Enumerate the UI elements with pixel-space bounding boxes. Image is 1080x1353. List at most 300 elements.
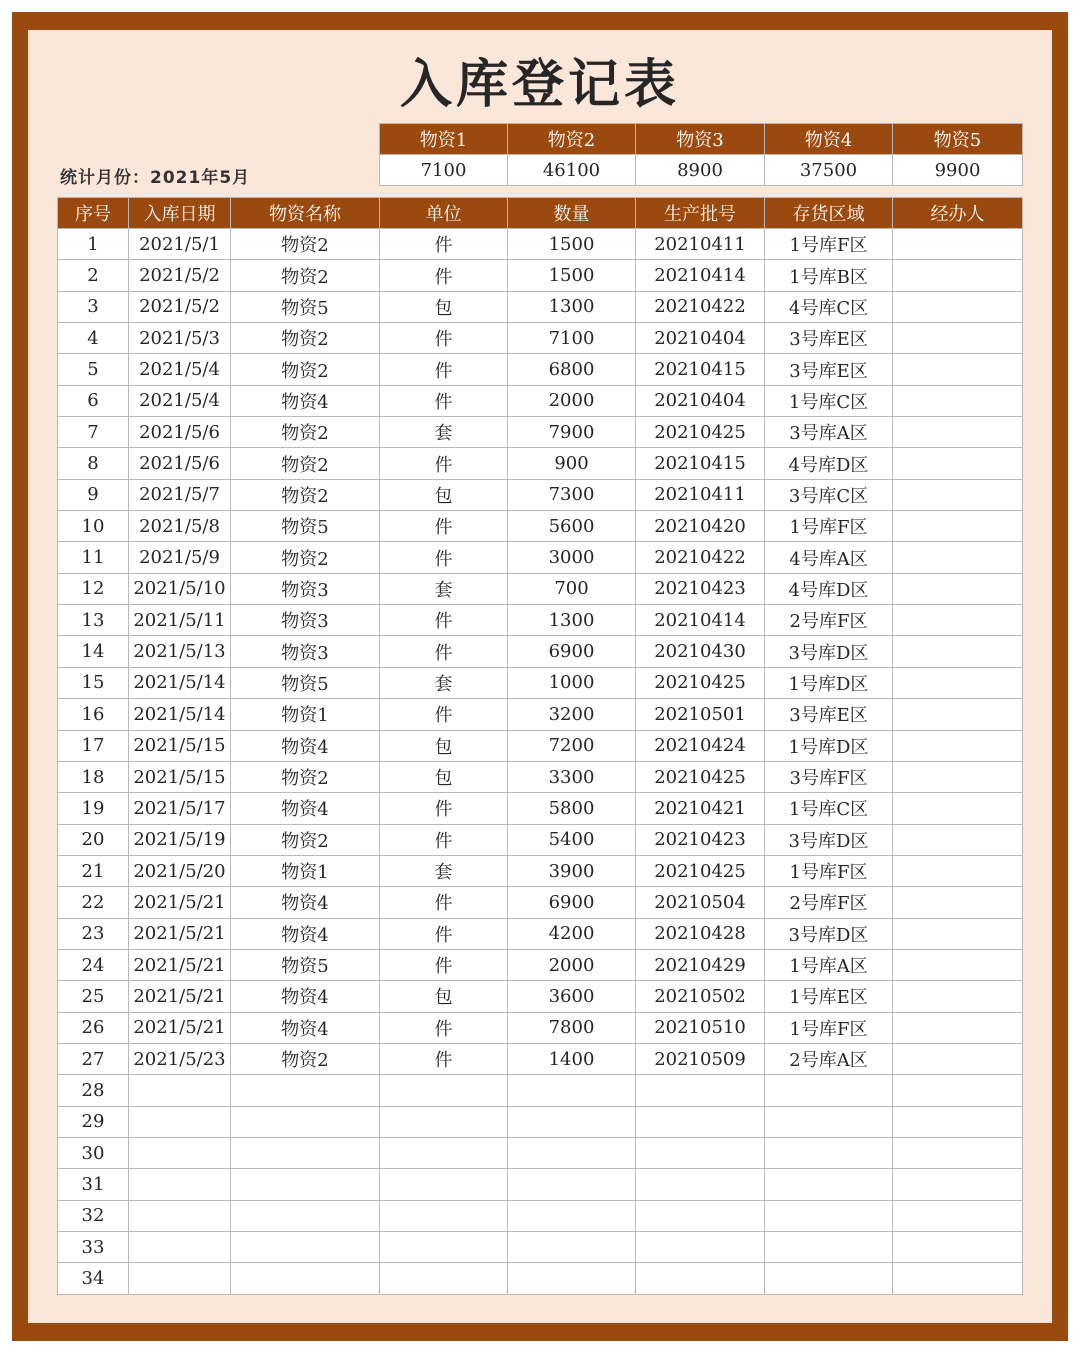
material-name-cell[interactable]: 物资4 [231,1012,380,1043]
handler-cell[interactable] [893,448,1023,479]
handler-cell[interactable] [893,1137,1023,1168]
storage-area-cell[interactable]: 3号库D区 [765,636,893,667]
column-header[interactable]: 生产批号 [636,198,765,229]
inbound-date-cell[interactable] [129,1106,231,1137]
handler-cell[interactable] [893,949,1023,980]
handler-cell[interactable] [893,1075,1023,1106]
material-name-cell[interactable] [231,1075,380,1106]
quantity-cell[interactable]: 900 [508,448,636,479]
row-number-cell[interactable]: 34 [58,1263,129,1294]
quantity-cell[interactable]: 7200 [508,730,636,761]
handler-cell[interactable] [893,260,1023,291]
unit-cell[interactable]: 件 [380,918,508,949]
unit-cell[interactable]: 件 [380,636,508,667]
unit-cell[interactable]: 件 [380,949,508,980]
storage-area-cell[interactable]: 3号库D区 [765,824,893,855]
handler-cell[interactable] [893,636,1023,667]
row-number-cell[interactable]: 3 [58,291,129,322]
row-number-cell[interactable]: 15 [58,667,129,698]
batch-number-cell[interactable]: 20210414 [636,605,765,636]
batch-number-cell[interactable]: 20210424 [636,730,765,761]
batch-number-cell[interactable]: 20210425 [636,667,765,698]
row-number-cell[interactable]: 19 [58,793,129,824]
handler-cell[interactable] [893,730,1023,761]
material-name-cell[interactable]: 物资2 [231,761,380,792]
quantity-cell[interactable]: 3200 [508,699,636,730]
column-header[interactable]: 存货区域 [765,198,893,229]
row-number-cell[interactable]: 6 [58,385,129,416]
unit-cell[interactable]: 套 [380,855,508,886]
quantity-cell[interactable] [508,1200,636,1231]
batch-number-cell[interactable]: 20210421 [636,793,765,824]
inbound-date-cell[interactable]: 2021/5/17 [129,793,231,824]
unit-cell[interactable]: 套 [380,417,508,448]
batch-number-cell[interactable]: 20210415 [636,354,765,385]
unit-cell[interactable]: 件 [380,260,508,291]
unit-cell[interactable] [380,1106,508,1137]
table-row [58,1043,1023,1074]
column-header[interactable]: 单位 [380,198,508,229]
batch-number-cell[interactable]: 20210411 [636,479,765,510]
row-number-cell[interactable]: 5 [58,354,129,385]
handler-cell[interactable] [893,918,1023,949]
column-header[interactable]: 序号 [58,198,129,229]
unit-cell[interactable]: 件 [380,1043,508,1074]
storage-area-cell[interactable]: 2号库F区 [765,887,893,918]
handler-cell[interactable] [893,1263,1023,1294]
table-row [58,479,1023,510]
handler-cell[interactable] [893,417,1023,448]
row-number-cell[interactable]: 25 [58,981,129,1012]
table-row [58,1169,1023,1200]
storage-area-cell[interactable]: 1号库A区 [765,949,893,980]
unit-cell[interactable]: 件 [380,511,508,542]
handler-cell[interactable] [893,511,1023,542]
column-header[interactable]: 经办人 [893,198,1023,229]
unit-cell[interactable] [380,1263,508,1294]
row-number-cell[interactable]: 20 [58,824,129,855]
material-name-cell[interactable]: 物资2 [231,229,380,260]
quantity-cell[interactable]: 3900 [508,855,636,886]
handler-cell[interactable] [893,291,1023,322]
material-name-cell[interactable] [231,1200,380,1231]
quantity-cell[interactable]: 6900 [508,636,636,667]
table-row [58,949,1023,980]
quantity-cell[interactable] [508,1106,636,1137]
handler-cell[interactable] [893,605,1023,636]
quantity-cell[interactable]: 1000 [508,667,636,698]
batch-number-cell[interactable] [636,1075,765,1106]
batch-number-cell[interactable]: 20210510 [636,1012,765,1043]
handler-cell[interactable] [893,323,1023,354]
inbound-date-cell[interactable]: 2021/5/3 [129,323,231,354]
batch-number-cell[interactable]: 20210422 [636,542,765,573]
quantity-cell[interactable]: 6800 [508,354,636,385]
material-name-cell[interactable]: 物资2 [231,354,380,385]
batch-number-cell[interactable]: 20210422 [636,291,765,322]
batch-number-cell[interactable]: 20210423 [636,824,765,855]
material-name-cell[interactable]: 物资2 [231,479,380,510]
storage-area-cell[interactable]: 4号库D区 [765,573,893,604]
handler-cell[interactable] [893,981,1023,1012]
handler-cell[interactable] [893,385,1023,416]
inbound-date-cell[interactable]: 2021/5/9 [129,542,231,573]
unit-cell[interactable]: 件 [380,323,508,354]
handler-cell[interactable] [893,1169,1023,1200]
quantity-cell[interactable]: 1500 [508,229,636,260]
storage-area-cell[interactable]: 3号库E区 [765,323,893,354]
handler-cell[interactable] [893,1043,1023,1074]
inbound-date-cell[interactable]: 2021/5/21 [129,981,231,1012]
unit-cell[interactable]: 件 [380,887,508,918]
summary-value-cell[interactable]: 9900 [893,155,1023,186]
inbound-date-cell[interactable] [129,1232,231,1263]
unit-cell[interactable] [380,1200,508,1231]
inbound-date-cell[interactable]: 2021/5/10 [129,573,231,604]
quantity-cell[interactable]: 2000 [508,385,636,416]
unit-cell[interactable]: 件 [380,385,508,416]
handler-cell[interactable] [893,1106,1023,1137]
column-header[interactable]: 入库日期 [129,198,231,229]
quantity-cell[interactable]: 5400 [508,824,636,855]
batch-number-cell[interactable]: 20210425 [636,761,765,792]
unit-cell[interactable] [380,1232,508,1263]
quantity-cell[interactable]: 3300 [508,761,636,792]
material-name-cell[interactable]: 物资1 [231,699,380,730]
batch-number-cell[interactable]: 20210430 [636,636,765,667]
storage-area-cell[interactable]: 3号库F区 [765,761,893,792]
inbound-date-cell[interactable]: 2021/5/13 [129,636,231,667]
inbound-date-cell[interactable]: 2021/5/21 [129,1012,231,1043]
inbound-date-cell[interactable] [129,1075,231,1106]
handler-cell[interactable] [893,793,1023,824]
material-name-cell[interactable]: 物资5 [231,511,380,542]
row-number-cell[interactable]: 21 [58,855,129,886]
handler-cell[interactable] [893,667,1023,698]
storage-area-cell[interactable]: 1号库C区 [765,793,893,824]
storage-area-cell[interactable]: 1号库D区 [765,667,893,698]
batch-number-cell[interactable] [636,1106,765,1137]
inbound-date-cell[interactable]: 2021/5/14 [129,667,231,698]
storage-area-cell[interactable]: 3号库E区 [765,699,893,730]
material-name-cell[interactable]: 物资3 [231,636,380,667]
quantity-cell[interactable]: 700 [508,573,636,604]
material-name-cell[interactable] [231,1263,380,1294]
batch-number-cell[interactable]: 20210420 [636,511,765,542]
handler-cell[interactable] [893,855,1023,886]
handler-cell[interactable] [893,1012,1023,1043]
quantity-cell[interactable] [508,1075,636,1106]
material-name-cell[interactable]: 物资3 [231,605,380,636]
quantity-cell[interactable]: 4200 [508,918,636,949]
row-number-cell[interactable]: 17 [58,730,129,761]
unit-cell[interactable]: 包 [380,981,508,1012]
quantity-cell[interactable]: 7100 [508,323,636,354]
row-number-cell[interactable]: 30 [58,1137,129,1168]
storage-area-cell[interactable]: 3号库E区 [765,354,893,385]
handler-cell[interactable] [893,887,1023,918]
storage-area-cell[interactable]: 2号库F区 [765,605,893,636]
row-number-cell[interactable]: 13 [58,605,129,636]
row-number-cell[interactable]: 23 [58,918,129,949]
inbound-date-cell[interactable]: 2021/5/6 [129,448,231,479]
material-name-cell[interactable]: 物资2 [231,417,380,448]
storage-area-cell[interactable] [765,1169,893,1200]
summary-table [379,123,1023,186]
batch-number-cell[interactable]: 20210428 [636,918,765,949]
unit-cell[interactable]: 件 [380,229,508,260]
storage-area-cell[interactable]: 1号库F区 [765,511,893,542]
handler-cell[interactable] [893,573,1023,604]
quantity-cell[interactable]: 1300 [508,605,636,636]
column-header[interactable]: 数量 [508,198,636,229]
unit-cell[interactable]: 件 [380,793,508,824]
quantity-cell[interactable]: 2000 [508,949,636,980]
quantity-cell[interactable] [508,1137,636,1168]
storage-area-cell[interactable] [765,1106,893,1137]
inbound-date-cell[interactable]: 2021/5/21 [129,918,231,949]
storage-area-cell[interactable]: 1号库B区 [765,260,893,291]
unit-cell[interactable] [380,1169,508,1200]
storage-area-cell[interactable] [765,1075,893,1106]
quantity-cell[interactable]: 1500 [508,260,636,291]
handler-cell[interactable] [893,479,1023,510]
row-number-cell[interactable]: 27 [58,1043,129,1074]
batch-number-cell[interactable] [636,1200,765,1231]
row-number-cell[interactable]: 2 [58,260,129,291]
unit-cell[interactable]: 件 [380,542,508,573]
material-name-cell[interactable]: 物资2 [231,448,380,479]
unit-cell[interactable]: 包 [380,291,508,322]
batch-number-cell[interactable]: 20210415 [636,448,765,479]
material-name-cell[interactable]: 物资2 [231,542,380,573]
material-name-cell[interactable]: 物资4 [231,981,380,1012]
unit-cell[interactable]: 件 [380,605,508,636]
inbound-date-cell[interactable] [129,1137,231,1168]
storage-area-cell[interactable]: 1号库E区 [765,981,893,1012]
unit-cell[interactable] [380,1137,508,1168]
material-name-cell[interactable] [231,1169,380,1200]
handler-cell[interactable] [893,542,1023,573]
storage-area-cell[interactable]: 1号库F区 [765,229,893,260]
batch-number-cell[interactable] [636,1232,765,1263]
row-number-cell[interactable]: 29 [58,1106,129,1137]
inbound-date-cell[interactable]: 2021/5/11 [129,605,231,636]
material-name-cell[interactable]: 物资1 [231,855,380,886]
inbound-date-cell[interactable]: 2021/5/21 [129,887,231,918]
inbound-date-cell[interactable] [129,1263,231,1294]
unit-cell[interactable]: 套 [380,667,508,698]
storage-area-cell[interactable]: 4号库A区 [765,542,893,573]
material-name-cell[interactable] [231,1106,380,1137]
batch-number-cell[interactable]: 20210425 [636,417,765,448]
storage-area-cell[interactable]: 1号库F区 [765,1012,893,1043]
inbound-date-cell[interactable]: 2021/5/23 [129,1043,231,1074]
unit-cell[interactable] [380,1075,508,1106]
batch-number-cell[interactable]: 20210414 [636,260,765,291]
material-name-cell[interactable]: 物资4 [231,887,380,918]
inbound-date-cell[interactable]: 2021/5/15 [129,730,231,761]
handler-cell[interactable] [893,824,1023,855]
inbound-date-cell[interactable]: 2021/5/7 [129,479,231,510]
inbound-date-cell[interactable]: 2021/5/1 [129,229,231,260]
unit-cell[interactable]: 包 [380,761,508,792]
quantity-cell[interactable]: 3000 [508,542,636,573]
storage-area-cell[interactable] [765,1200,893,1231]
storage-area-cell[interactable]: 1号库D区 [765,730,893,761]
material-name-cell[interactable]: 物资3 [231,573,380,604]
inbound-register-table [57,197,1023,1295]
storage-area-cell[interactable]: 2号库A区 [765,1043,893,1074]
inbound-date-cell[interactable]: 2021/5/2 [129,291,231,322]
handler-cell[interactable] [893,229,1023,260]
row-number-cell[interactable]: 11 [58,542,129,573]
summary-value-cell[interactable]: 46100 [508,155,636,186]
material-name-cell[interactable]: 物资4 [231,793,380,824]
material-name-cell[interactable] [231,1137,380,1168]
inbound-date-cell[interactable]: 2021/5/6 [129,417,231,448]
quantity-cell[interactable]: 7800 [508,1012,636,1043]
material-name-cell[interactable]: 物资4 [231,385,380,416]
unit-cell[interactable]: 件 [380,448,508,479]
material-name-cell[interactable]: 物资5 [231,949,380,980]
storage-area-cell[interactable]: 1号库F区 [765,855,893,886]
batch-number-cell[interactable]: 20210423 [636,573,765,604]
storage-area-cell[interactable] [765,1137,893,1168]
inbound-date-cell[interactable] [129,1200,231,1231]
storage-area-cell[interactable]: 3号库D区 [765,918,893,949]
table-row [58,291,1023,322]
inbound-date-cell[interactable]: 2021/5/19 [129,824,231,855]
summary-value-cell[interactable]: 7100 [380,155,508,186]
quantity-cell[interactable]: 1300 [508,291,636,322]
row-number-cell[interactable]: 22 [58,887,129,918]
storage-area-cell[interactable]: 1号库C区 [765,385,893,416]
material-name-cell[interactable]: 物资4 [231,730,380,761]
handler-cell[interactable] [893,699,1023,730]
row-number-cell[interactable]: 9 [58,479,129,510]
handler-cell[interactable] [893,354,1023,385]
unit-cell[interactable]: 件 [380,1012,508,1043]
table-row [58,354,1023,385]
batch-number-cell[interactable]: 20210411 [636,229,765,260]
batch-number-cell[interactable]: 20210501 [636,699,765,730]
row-number-cell[interactable]: 4 [58,323,129,354]
batch-number-cell[interactable] [636,1137,765,1168]
inbound-date-cell[interactable]: 2021/5/15 [129,761,231,792]
material-name-cell[interactable] [231,1232,380,1263]
storage-area-cell[interactable]: 4号库C区 [765,291,893,322]
unit-cell[interactable]: 包 [380,730,508,761]
quantity-cell[interactable] [508,1232,636,1263]
batch-number-cell[interactable]: 20210429 [636,949,765,980]
row-number-cell[interactable]: 8 [58,448,129,479]
table-row [58,511,1023,542]
storage-area-cell[interactable] [765,1232,893,1263]
summary-value-row [380,155,1023,186]
inbound-date-cell[interactable]: 2021/5/4 [129,354,231,385]
material-name-cell[interactable]: 物资2 [231,824,380,855]
quantity-cell[interactable]: 3600 [508,981,636,1012]
batch-number-cell[interactable]: 20210509 [636,1043,765,1074]
inbound-date-cell[interactable]: 2021/5/8 [129,511,231,542]
storage-area-cell[interactable]: 3号库A区 [765,417,893,448]
storage-area-cell[interactable]: 4号库D区 [765,448,893,479]
row-number-cell[interactable]: 31 [58,1169,129,1200]
inbound-date-cell[interactable]: 2021/5/2 [129,260,231,291]
inbound-date-cell[interactable]: 2021/5/4 [129,385,231,416]
quantity-cell[interactable]: 5800 [508,793,636,824]
batch-number-cell[interactable] [636,1169,765,1200]
column-header[interactable]: 物资名称 [231,198,380,229]
row-number-cell[interactable]: 32 [58,1200,129,1231]
table-row [58,855,1023,886]
quantity-cell[interactable]: 1400 [508,1043,636,1074]
batch-number-cell[interactable]: 20210504 [636,887,765,918]
material-name-cell[interactable]: 物资4 [231,918,380,949]
table-row [58,730,1023,761]
unit-cell[interactable]: 件 [380,699,508,730]
summary-value-cell[interactable]: 37500 [765,155,893,186]
inbound-date-cell[interactable]: 2021/5/20 [129,855,231,886]
row-number-cell[interactable]: 1 [58,229,129,260]
handler-cell[interactable] [893,761,1023,792]
row-number-cell[interactable]: 24 [58,949,129,980]
material-name-cell[interactable]: 物资2 [231,1043,380,1074]
table-row [58,824,1023,855]
row-number-cell[interactable]: 12 [58,573,129,604]
row-number-cell[interactable]: 26 [58,1012,129,1043]
inbound-date-cell[interactable]: 2021/5/21 [129,949,231,980]
quantity-cell[interactable]: 7300 [508,479,636,510]
row-number-cell[interactable]: 7 [58,417,129,448]
quantity-cell[interactable]: 7900 [508,417,636,448]
batch-number-cell[interactable]: 20210404 [636,323,765,354]
handler-cell[interactable] [893,1200,1023,1231]
unit-cell[interactable]: 包 [380,479,508,510]
quantity-cell[interactable] [508,1169,636,1200]
row-number-cell[interactable]: 28 [58,1075,129,1106]
inbound-date-cell[interactable]: 2021/5/14 [129,699,231,730]
table-row [58,636,1023,667]
batch-number-cell[interactable]: 20210425 [636,855,765,886]
row-number-cell[interactable]: 33 [58,1232,129,1263]
handler-cell[interactable] [893,1232,1023,1263]
batch-number-cell[interactable]: 20210404 [636,385,765,416]
quantity-cell[interactable] [508,1263,636,1294]
material-name-cell[interactable]: 物资2 [231,260,380,291]
summary-value-cell[interactable]: 8900 [636,155,765,186]
row-number-cell[interactable]: 10 [58,511,129,542]
batch-number-cell[interactable]: 20210502 [636,981,765,1012]
table-row [58,887,1023,918]
quantity-cell[interactable]: 6900 [508,887,636,918]
unit-cell[interactable]: 件 [380,824,508,855]
unit-cell[interactable]: 件 [380,354,508,385]
material-name-cell[interactable]: 物资5 [231,667,380,698]
quantity-cell[interactable]: 5600 [508,511,636,542]
material-name-cell[interactable]: 物资5 [231,291,380,322]
row-number-cell[interactable]: 14 [58,636,129,667]
unit-cell[interactable]: 套 [380,573,508,604]
material-name-cell[interactable]: 物资2 [231,323,380,354]
batch-number-cell[interactable] [636,1263,765,1294]
storage-area-cell[interactable] [765,1263,893,1294]
storage-area-cell[interactable]: 3号库C区 [765,479,893,510]
row-number-cell[interactable]: 16 [58,699,129,730]
inbound-date-cell[interactable] [129,1169,231,1200]
row-number-cell[interactable]: 18 [58,761,129,792]
